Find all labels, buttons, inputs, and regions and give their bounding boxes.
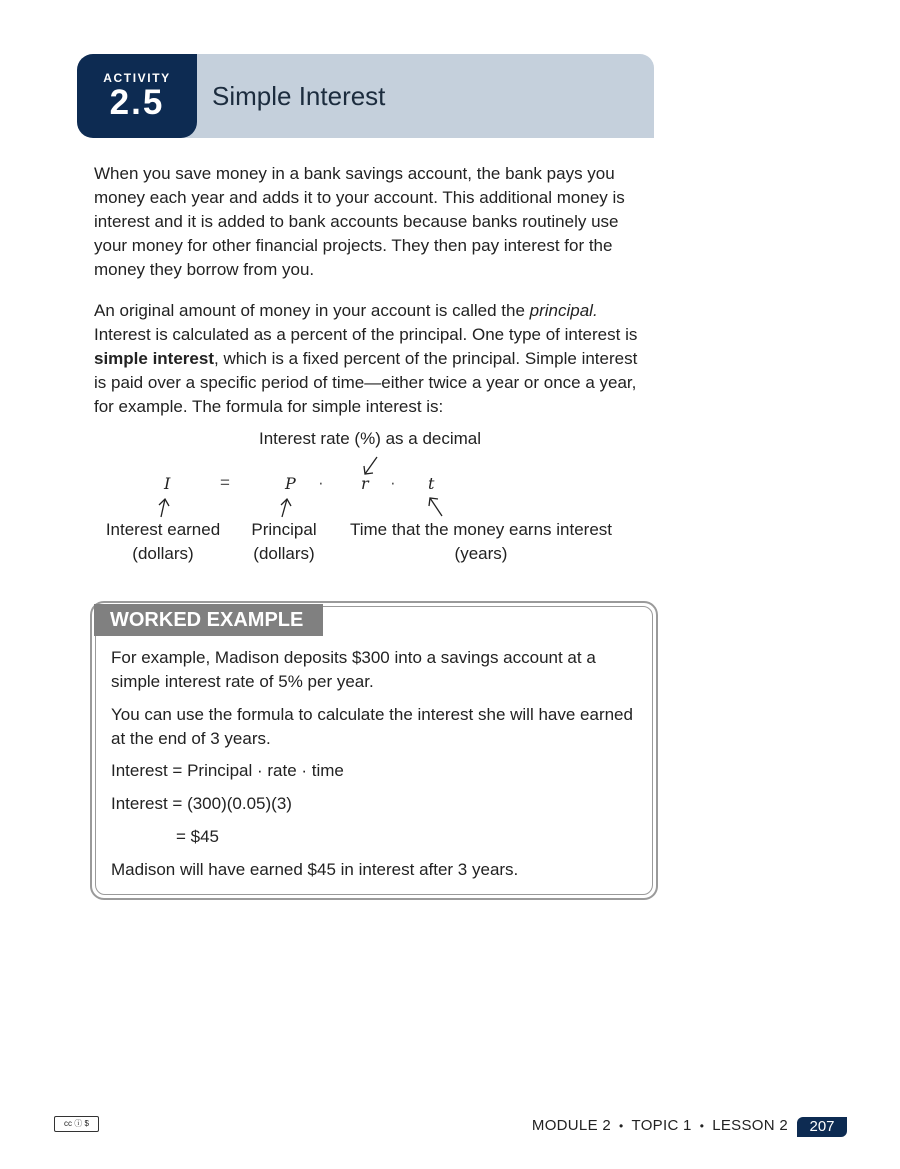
- time-arrow-icon: [425, 494, 447, 518]
- formula-dot-1: ·: [318, 473, 324, 492]
- simple-interest-term: simple interest: [94, 349, 214, 368]
- worked-example-line-1: For example, Madison deposits $300 into a savings account at a simple interest rate of 5% per year.: [111, 648, 596, 691]
- time-label: [350, 518, 612, 566]
- para2-text-a: An original amount of money in your account is called the: [94, 301, 530, 320]
- page-number: 207: [797, 1117, 847, 1137]
- time-line-1: Time that the money earns interest: [349, 520, 613, 539]
- interest-earned-line-1: Interest earned: [105, 520, 221, 539]
- formula-var-p: P: [285, 474, 296, 493]
- footer-bullet-1: •: [619, 1119, 624, 1133]
- worked-example-box: [90, 601, 658, 900]
- footer-bullet-2: •: [699, 1119, 705, 1133]
- worked-example-line-6: Madison will have earned $45 in interest after 3 years.: [111, 860, 519, 879]
- interest-earned-label: [106, 518, 220, 566]
- footer-topic: TOPIC 1: [631, 1117, 692, 1134]
- rate-label: Interest rate (%) as a decimal: [259, 429, 482, 448]
- interest-arrow-icon: [155, 496, 175, 520]
- principal-line-2: (dollars): [253, 544, 315, 563]
- principal-term: principal.: [529, 301, 598, 320]
- worked-example-line-4: Interest = (300)(0.05)(3): [111, 794, 292, 813]
- formula-var-i: I: [164, 474, 171, 493]
- formula-var-t: t: [428, 474, 435, 493]
- activity-badge: [77, 54, 197, 138]
- interest-earned-line-2: (dollars): [132, 544, 194, 563]
- footer-lesson: LESSON 2: [712, 1117, 788, 1134]
- worked-example-line-3: Interest = Principal · rate · time: [111, 761, 344, 780]
- principal-arrow-icon: [277, 496, 297, 520]
- para2-text-c: , which is a fixed percent of the principal. Simple interest is paid over a specific period of time—either twice a year or once a year, for example. The formula for simple interest is:: [94, 349, 638, 416]
- activity-number: 2.5: [109, 83, 165, 122]
- worked-example-line-2: You can use the formula to calculate the interest she will have earned at the end of 3 years.: [111, 705, 633, 748]
- time-line-2: (years): [454, 544, 508, 563]
- intro-paragraph-2: [94, 299, 654, 419]
- footer-module: MODULE 2: [531, 1117, 611, 1134]
- rate-arrow-icon: [360, 455, 382, 479]
- worked-example-heading: WORKED EXAMPLE: [94, 604, 323, 636]
- formula-dot-2: ·: [390, 473, 396, 492]
- footer-breadcrumb: [532, 1117, 788, 1134]
- activity-header: [77, 54, 654, 138]
- activity-title: Simple Interest: [212, 81, 386, 111]
- para2-text-b: Interest is calculated as a percent of the principal. One type of interest is: [94, 325, 638, 344]
- cc-by-nc-license-icon: [54, 1116, 99, 1132]
- principal-label: [251, 518, 316, 566]
- worked-example-line-5: = $45: [176, 827, 220, 846]
- formula-equals: =: [220, 473, 230, 492]
- license-text: cc ⓘ $: [64, 1119, 89, 1128]
- principal-line-1: Principal: [251, 520, 317, 539]
- formula-var-r: r: [361, 474, 369, 493]
- activity-label: ACTIVITY: [103, 71, 171, 85]
- intro-paragraph-1: When you save money in a bank savings account, the bank pays you money each year and adds it to your account. This additional money is interest and it is added to bank accounts because banks routinely use your money for other financial projects. They then pay interest for the money they borrow from you.: [94, 164, 625, 279]
